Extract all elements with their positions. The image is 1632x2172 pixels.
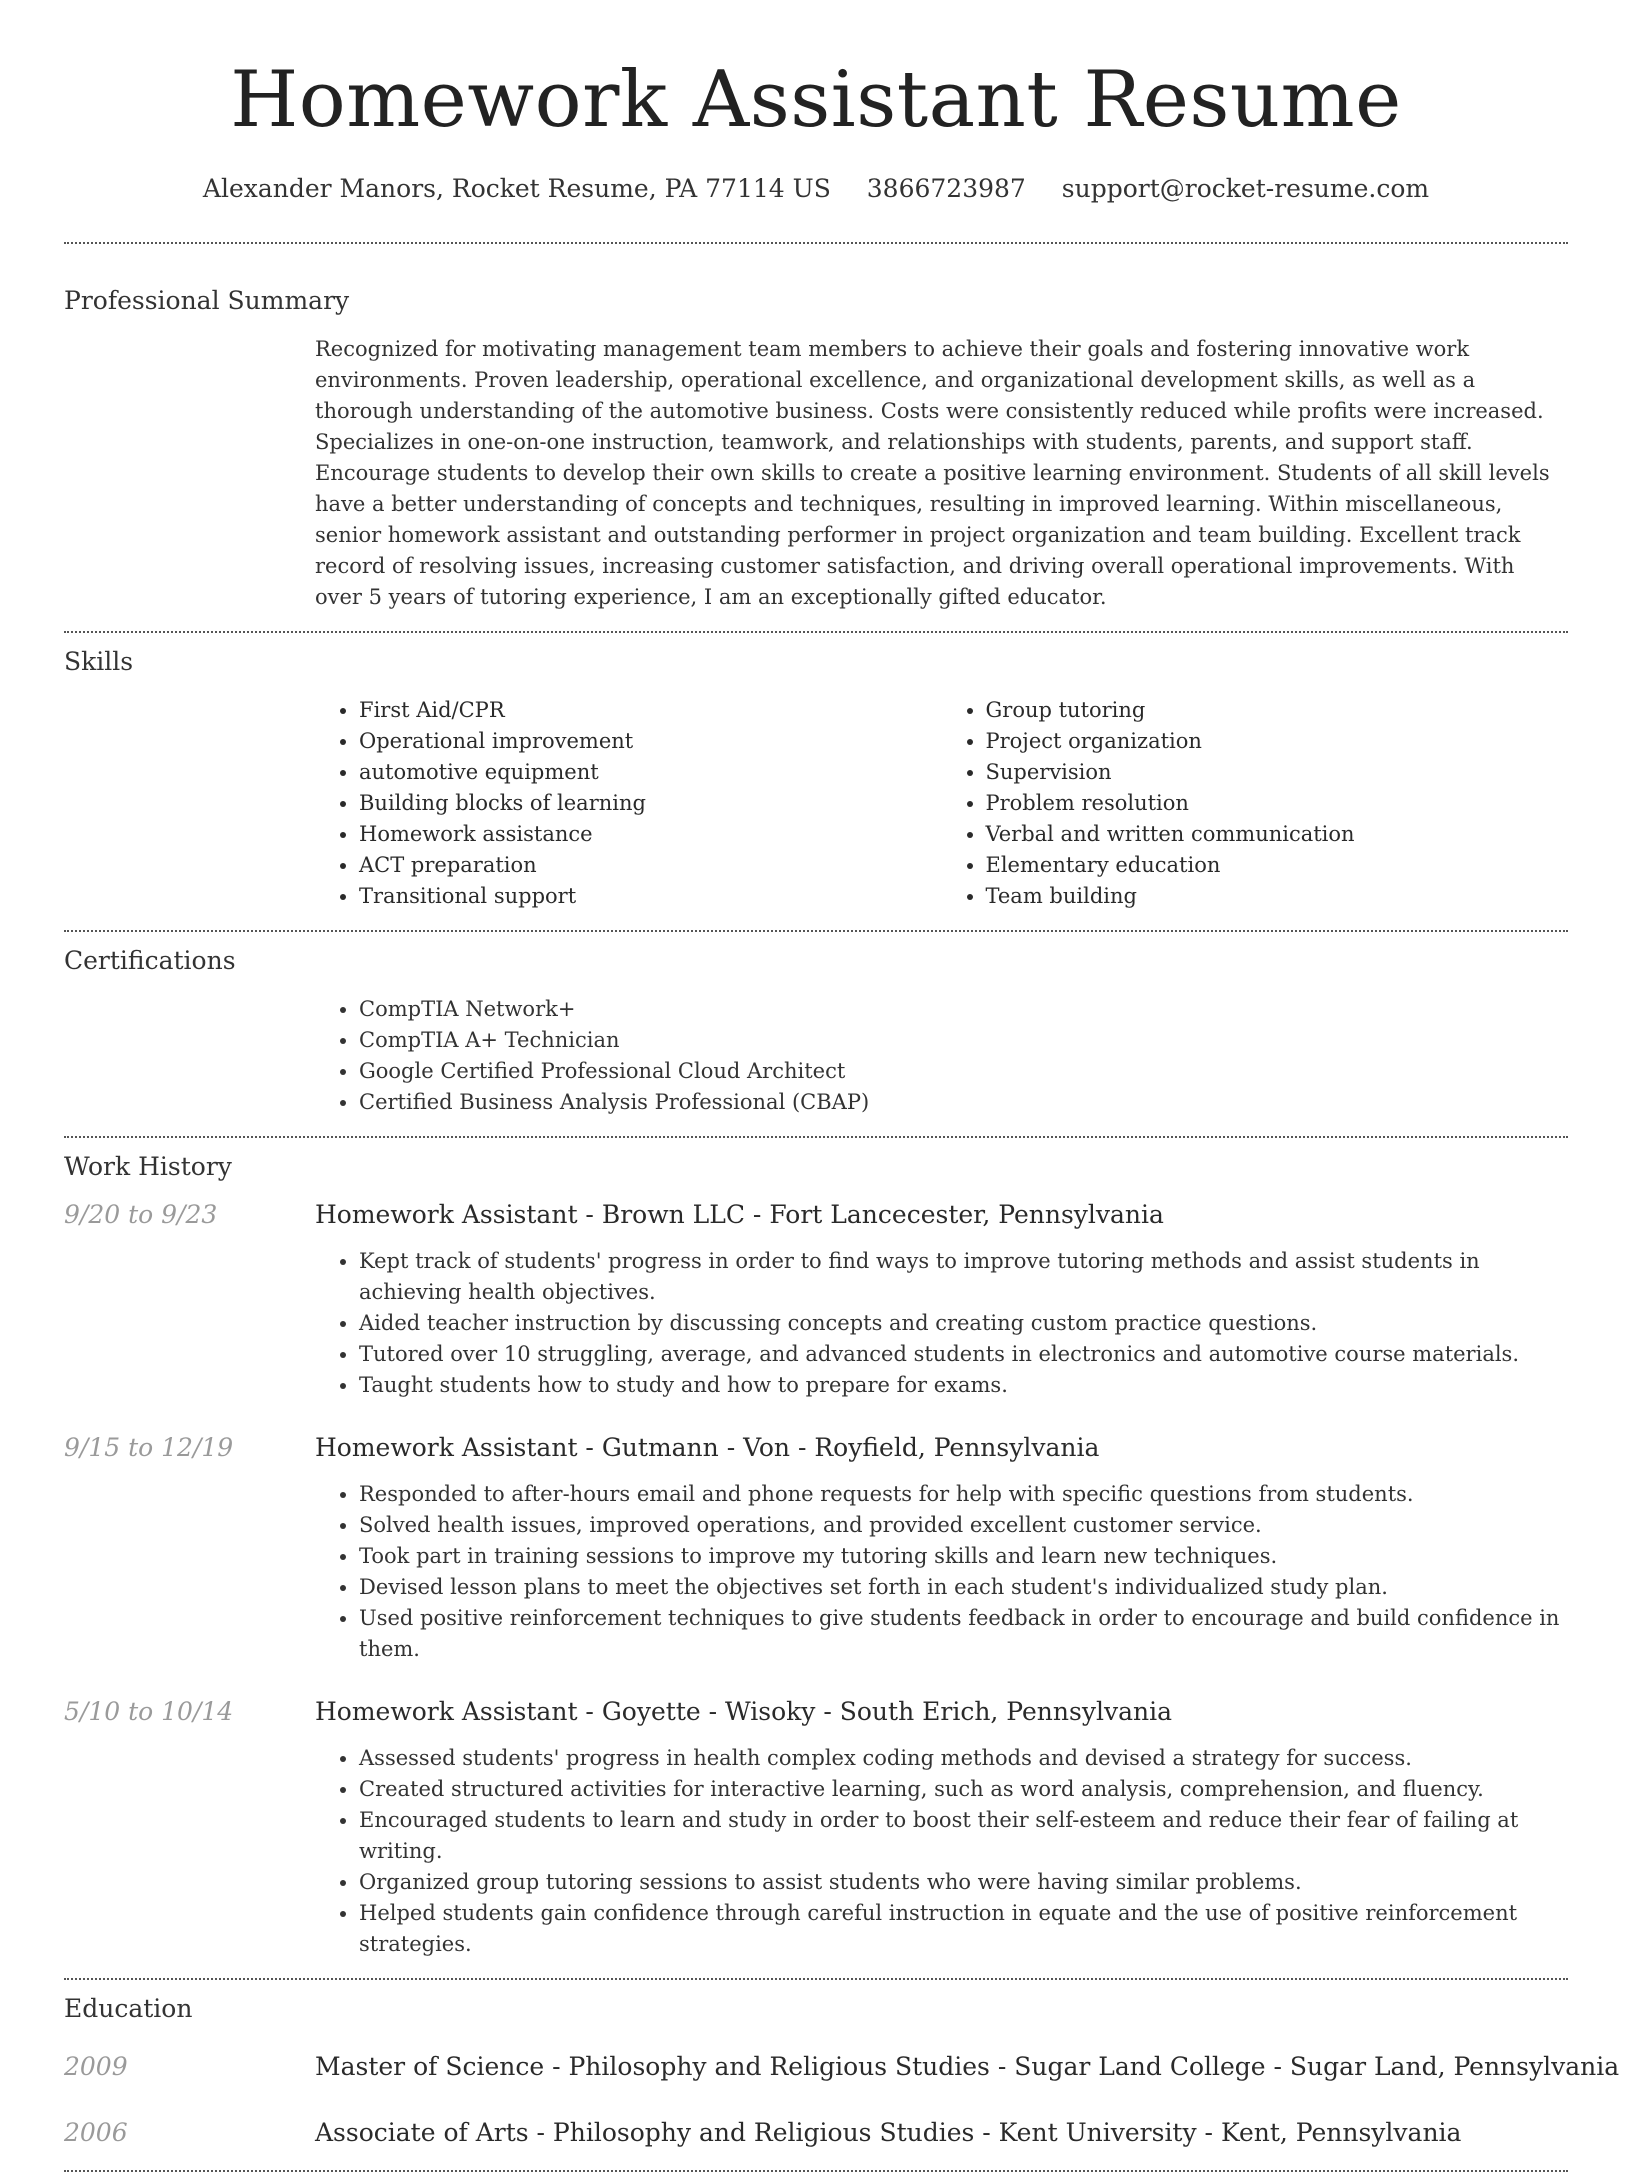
job-title: Homework Assistant - Goyette - Wisoky - South Erich, Pennsylvania: [315, 1697, 1172, 1726]
job-title: Homework Assistant - Gutmann - Von - Royfield, Pennsylvania: [315, 1433, 1100, 1462]
certification-item: • Google Certified Professional Cloud Architect: [359, 1056, 1568, 1087]
certification-item: • Certified Business Analysis Professional (CBAP): [359, 1087, 1568, 1118]
job-bullet: • Taught students how to study and how to prepare for exams.: [359, 1370, 1568, 1401]
job-header: [64, 1198, 1568, 1232]
divider: [64, 1978, 1568, 1980]
divider: [64, 631, 1568, 633]
skills-section: [64, 645, 1568, 912]
job-bullet: • Took part in training sessions to improve my tutoring skills and learn new techniques.: [359, 1541, 1568, 1572]
job-header: [64, 1431, 1568, 1465]
certifications-body: [315, 994, 1568, 1118]
job-bullet: • Helped students gain confidence through careful instruction in equate and the use of positive reinforcement strategies.: [359, 1898, 1568, 1960]
job-bullet: • Organized group tutoring sessions to assist students who were having similar problems.: [359, 1867, 1568, 1898]
skill-item: • Operational improvement: [359, 726, 942, 757]
job-dates: 9/20 to 9/23: [64, 1200, 218, 1229]
job-body: [315, 1246, 1568, 1401]
education-year: 2006: [64, 2118, 128, 2147]
job-bullet: • Used positive reinforcement techniques to give students feedback in order to encourage and build confidence in them.: [359, 1603, 1568, 1665]
skill-item: • First Aid/CPR: [359, 695, 942, 726]
skill-item: • Building blocks of learning: [359, 788, 942, 819]
education-section: [64, 1992, 1620, 2150]
job-body: [315, 1743, 1568, 1960]
job-bullet: • Solved health issues, improved operations, and provided excellent customer service.: [359, 1510, 1568, 1541]
job-bullet: • Tutored over 10 struggling, average, and advanced students in electronics and automotive course materials.: [359, 1339, 1568, 1370]
contact-email: support@rocket-resume.com: [1061, 174, 1430, 203]
certification-item: • CompTIA A+ Technician: [359, 1025, 1568, 1056]
job-bullet: • Kept track of students' progress in order to find ways to improve tutoring methods and assist students in achieving health objectives.: [359, 1246, 1568, 1308]
summary-section: [64, 284, 1568, 613]
job-bullets: [315, 1246, 1568, 1401]
skill-item: • Verbal and written communication: [986, 819, 1569, 850]
job-body: [315, 1479, 1568, 1665]
education-year: 2009: [64, 2052, 128, 2081]
skill-item: • Team building: [986, 881, 1569, 912]
certifications-list: [315, 994, 1568, 1118]
job-entry: [64, 1695, 1568, 1960]
education-entry: [64, 2050, 1620, 2084]
divider: [64, 930, 1568, 932]
job-bullets: [315, 1479, 1568, 1665]
education-title: Master of Science - Philosophy and Religious Studies - Sugar Land College - Sugar Land, Pennsylvania: [315, 2052, 1620, 2081]
certifications-section: [64, 944, 1568, 1118]
job-dates: 5/10 to 10/14: [64, 1697, 234, 1726]
skills-list-right: [942, 695, 1569, 912]
job-entry: [64, 1198, 1568, 1401]
skill-item: • Elementary education: [986, 850, 1569, 881]
contact-address: Alexander Manors, Rocket Resume, PA 77114 US: [202, 174, 831, 203]
job-bullet: • Created structured activities for interactive learning, such as word analysis, comprehension, and fluency.: [359, 1774, 1568, 1805]
summary-text: Recognized for motivating management team members to achieve their goals and fostering innovative work environments. Proven leadership, operational excellence, and organizational development skills, as well as a thorough understanding of the automotive business. Costs were consistently reduced while profits were increased. Specializes in one-on-one instruction, teamwork, and relationships with students, parents, and support staff. Encourage students to develop their own skills to create a positive learning environment. Students of all skill levels have a better understanding of concepts and techniques, resulting in improved learning. Within miscellaneous, senior homework assistant and outstanding performer in project organization and team building. Excellent track record of resolving issues, increasing customer satisfaction, and driving overall operational improvements. With over 5 years of tutoring experience, I am an exceptionally gifted educator.: [315, 337, 1550, 609]
summary-heading: Professional Summary: [64, 286, 350, 315]
work-heading: Work History: [64, 1152, 232, 1181]
certification-item: • CompTIA Network+: [359, 994, 1568, 1025]
job-dates: 9/15 to 12/19: [64, 1433, 234, 1462]
divider: [64, 242, 1568, 244]
skill-item: • Homework assistance: [359, 819, 942, 850]
skill-item: • automotive equipment: [359, 757, 942, 788]
skills-grid: [315, 695, 1568, 912]
resume-title: Homework Assistant Resume: [230, 55, 1402, 145]
skills-list-left: [315, 695, 942, 912]
divider: [64, 1136, 1568, 1138]
education-heading: Education: [64, 1994, 193, 2023]
job-bullet: • Responded to after-hours email and phone requests for help with specific questions from students.: [359, 1479, 1568, 1510]
job-bullets: [315, 1743, 1568, 1960]
skills-heading: Skills: [64, 647, 134, 676]
job-bullet: • Encouraged students to learn and study in order to boost their self-esteem and reduce their fear of failing at writing.: [359, 1805, 1568, 1867]
skill-item: • ACT preparation: [359, 850, 942, 881]
summary-body: [315, 334, 1568, 613]
job-entry: [64, 1431, 1568, 1665]
contact-phone: 3866723987: [866, 174, 1026, 203]
job-bullet: • Aided teacher instruction by discussing concepts and creating custom practice questions.: [359, 1308, 1568, 1339]
work-section: [64, 1150, 1568, 1960]
education-entry: [64, 2116, 1568, 2150]
skill-item: • Project organization: [986, 726, 1569, 757]
certifications-heading: Certifications: [64, 946, 236, 975]
skill-item: • Transitional support: [359, 881, 942, 912]
contact-line: [64, 172, 1568, 206]
job-title: Homework Assistant - Brown LLC - Fort Lancecester, Pennsylvania: [315, 1200, 1164, 1229]
education-title: Associate of Arts - Philosophy and Religious Studies - Kent University - Kent, Pennsylvania: [315, 2118, 1462, 2147]
resume-page: [64, 0, 1620, 2172]
job-header: [64, 1695, 1568, 1729]
skill-item: • Group tutoring: [986, 695, 1569, 726]
job-bullet: • Devised lesson plans to meet the objectives set forth in each student's individualized study plan.: [359, 1572, 1568, 1603]
job-bullet: • Assessed students' progress in health complex coding methods and devised a strategy for success.: [359, 1743, 1568, 1774]
skill-item: • Problem resolution: [986, 788, 1569, 819]
skill-item: • Supervision: [986, 757, 1569, 788]
